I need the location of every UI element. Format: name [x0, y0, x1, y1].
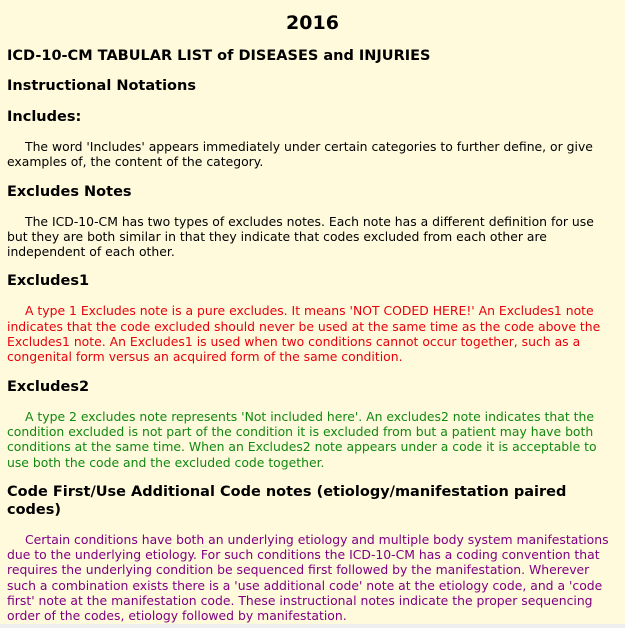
section-heading-instructional-notations: Instructional Notations [7, 78, 196, 94]
paragraph-excludes1: A type 1 Excludes note is a pure excludes. It means 'NOT CODED HERE!' An Excludes1 note indicates that the code excluded should never be used at the same time as the code above the Excludes1 note. An Excludes1 is used when two conditions cannot occur together, such as a congenital form versus an acquired form of the same condition. [7, 303, 601, 365]
paragraph-includes: The word 'Includes' appears immediately under certain categories to further define, or give examples of, the content of the category. [7, 139, 593, 170]
paragraph-code-first: Certain conditions have both an underlying etiology and multiple body system manifestations due to the underlying etiology. For such conditions the ICD-10-CM has a coding convention that requires the underlying condition be sequenced first followed by the manifestation. Wherever such a combination exists there is a 'use additional code' note at the etiology code, and a 'code first' note at the manifestation code. These instructional notes indicate the proper sequencing order of the codes, etiology followed by manifestation. [7, 531, 609, 624]
document-title: ICD-10-CM TABULAR LIST of DISEASES and INJURIES [7, 48, 431, 64]
heading-excludes1: Excludes1 [7, 273, 90, 290]
heading-code-first: Code First/Use Additional Code notes (etiology/manifestation paired codes) [7, 483, 567, 518]
paragraph-excludes-notes: The ICD-10-CM has two types of excludes notes. Each note has a different definition for use but they are both similar in that they indicate that codes excluded from each other are independent of each other. [7, 213, 594, 260]
heading-includes: Includes: [7, 109, 82, 125]
heading-excludes-notes: Excludes Notes [7, 183, 132, 200]
heading-excludes2: Excludes2 [7, 378, 90, 395]
document-year: 2016 [286, 12, 339, 34]
paragraph-excludes2: A type 2 excludes note represents 'Not included here'. An excludes2 note indicates that the condition excluded is not part of the condition it is excluded from but a patient may have both conditions at the same time. When an Excludes2 note appears under a code it is acceptable to use both the code and the excluded code together. [7, 408, 597, 470]
